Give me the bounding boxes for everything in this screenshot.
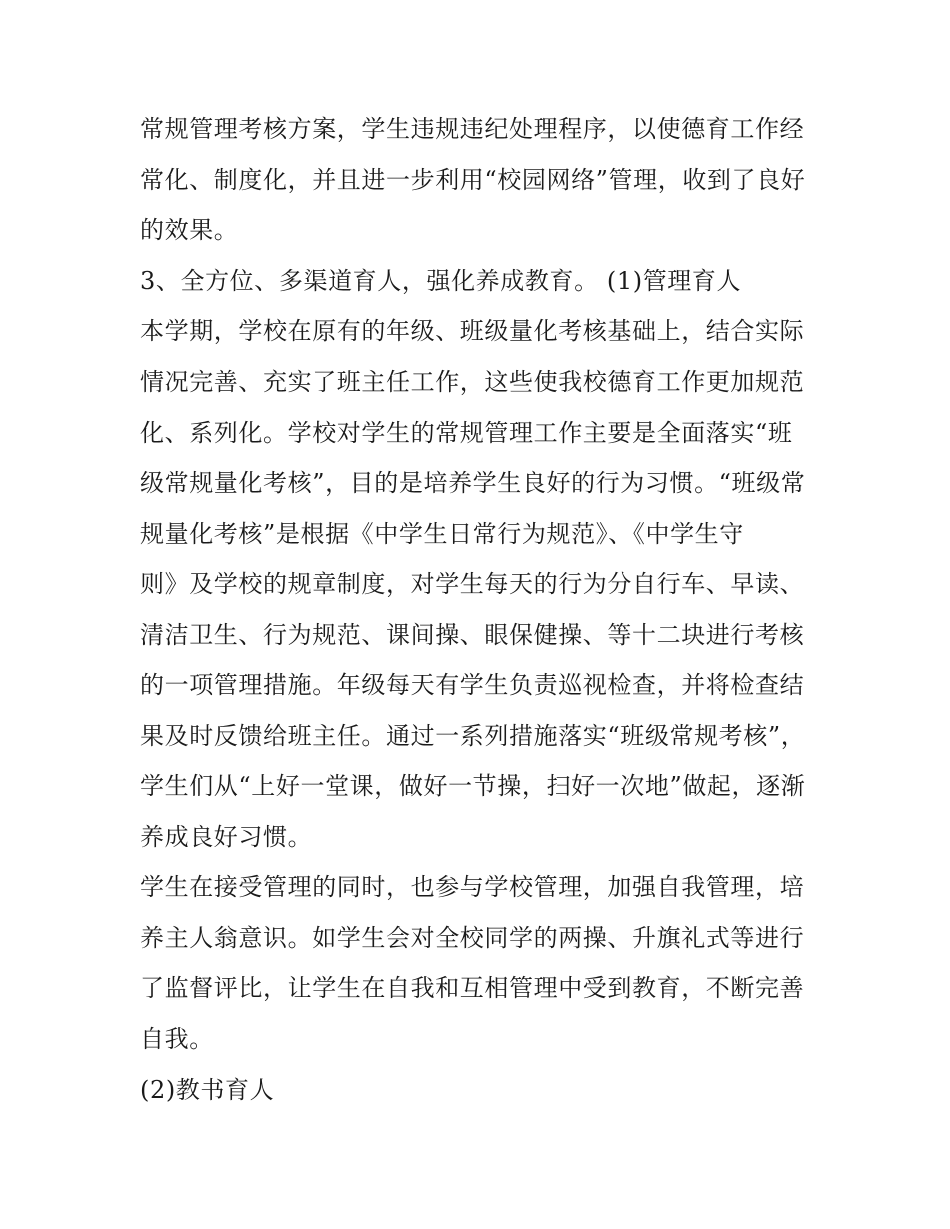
text-line: 清洁卫生、行为规范、课间操、眼保健操、等十二块进行考核 (140, 621, 805, 649)
text-line: 了监督评比，让学生在自我和互相管理中受到教育，不断完善 (140, 974, 805, 1002)
text-line: 学生在接受管理的同时，也参与学校管理，加强自我管理，培 (140, 873, 805, 901)
text-line: 自我。 (140, 1025, 214, 1053)
text-line: 本学期，学校在原有的年级、班级量化考核基础上，结合实际 (140, 317, 805, 345)
text-line: 情况完善、充实了班主任工作，这些使我校德育工作更加规范 (140, 368, 805, 396)
text-line: 则》及学校的规章制度，对学生每天的行为分自行车、早读、 (140, 570, 805, 598)
text-line: 果及时反馈给班主任。通过一系列措施落实“班级常规考核”， (140, 722, 806, 750)
text-line: 养成良好习惯。 (140, 823, 313, 851)
text-line: 级常规量化考核”，目的是培养学生良好的行为习惯。“班级常 (140, 469, 806, 497)
text-line: 化、系列化。学校对学生的常规管理工作主要是全面落实“班 (140, 419, 793, 447)
text-line: 3、全方位、多渠道育人，强化养成教育。 (1)管理育人 (140, 267, 742, 295)
text-line: 的效果。 (140, 216, 239, 244)
text-line: 常规管理考核方案，学生违规违纪处理程序，以使德育工作经 (140, 115, 805, 143)
text-line: 养主人翁意识。如学生会对全校同学的两操、升旗礼式等进行 (140, 924, 805, 952)
text-line: 规量化考核”是根据《中学生日常行为规范》、《中学生守 (140, 520, 744, 548)
text-line: 学生们从“上好一堂课，做好一节操，扫好一次地”做起，逐渐 (140, 772, 806, 800)
text-line: 的一项管理措施。年级每天有学生负责巡视检查，并将检查结 (140, 671, 805, 699)
text-line: (2)教书育人 (140, 1076, 275, 1104)
text-line: 常化、制度化，并且进一步利用“校园网络”管理，收到了良好 (140, 166, 806, 194)
